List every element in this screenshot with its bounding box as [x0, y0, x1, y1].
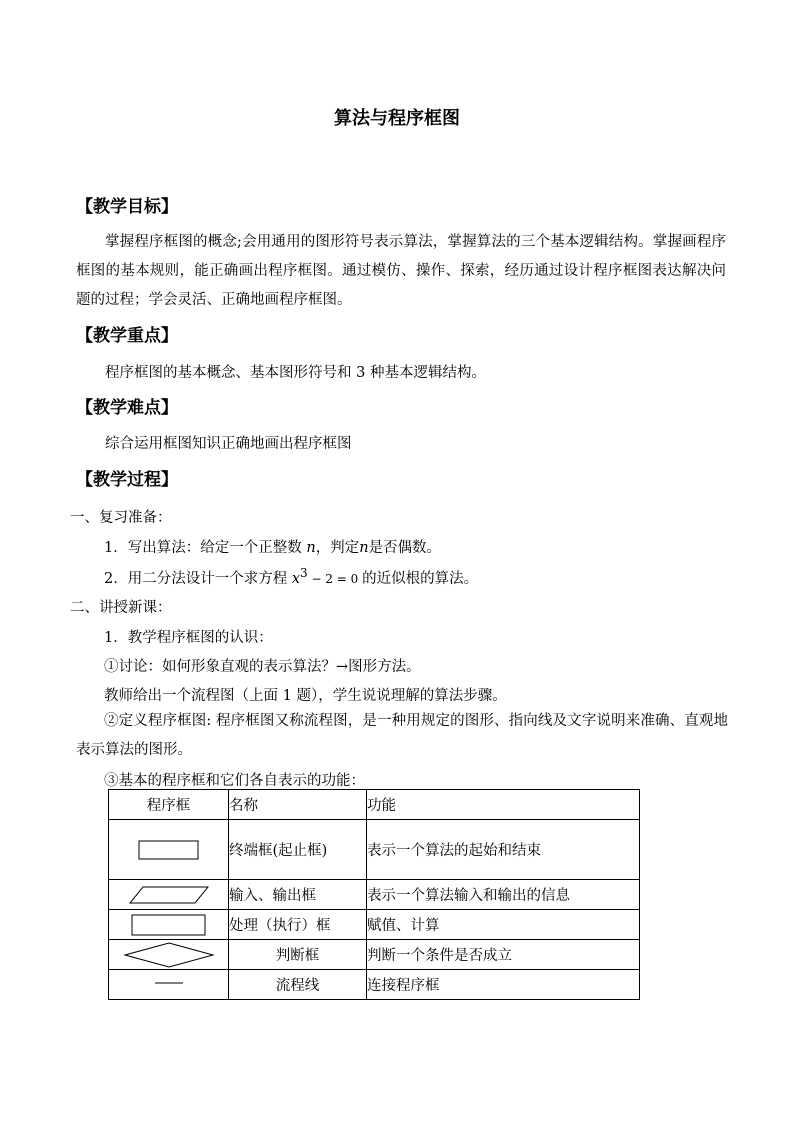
header-function: 功能	[367, 790, 640, 820]
symbol-cell	[109, 910, 229, 940]
review-item-1	[104, 536, 441, 557]
name-cell: 终端框(起止框)	[229, 820, 367, 880]
equation-exponent: 3	[300, 566, 308, 580]
table-row	[109, 940, 640, 970]
equation-rest: − 2 = 0	[307, 572, 363, 586]
diamond-icon	[124, 942, 214, 968]
section-new-lesson: 二、讲授新课：	[70, 600, 172, 616]
section-review: 一、复习准备：	[70, 510, 172, 526]
table-caption: ③基本的程序框和它们各自表示的功能：	[104, 773, 365, 789]
table-row	[109, 970, 640, 1000]
name-cell: 处理（执行）框	[229, 910, 367, 940]
symbol-cell	[109, 970, 229, 1000]
table-header-row	[109, 790, 640, 820]
key-points-paragraph: 程序框图的基本概念、基本图形符号和 3 种基本逻辑结构。	[105, 365, 486, 381]
table-row	[109, 820, 640, 880]
header-name: 名称	[229, 790, 367, 820]
symbol-cell	[109, 940, 229, 970]
discussion-line: ①讨论：如何形象直观的表示算法？→图形方法。	[104, 659, 421, 675]
item1-text-b: ，判定	[315, 540, 360, 556]
flowchart-symbols-table	[108, 789, 640, 1000]
name-cell: 流程线	[229, 970, 367, 1000]
function-cell: 表示一个算法输入和输出的信息	[367, 880, 640, 910]
table-row	[109, 880, 640, 910]
item1-text-c: 是否偶数。	[368, 540, 442, 556]
item1-var-n2: n	[359, 540, 369, 556]
function-cell: 连接程序框	[367, 970, 640, 1000]
page-title: 算法与程序框图	[334, 108, 460, 129]
symbol-cell	[109, 880, 229, 910]
lesson-item-1: 1．教学程序框图的认识：	[104, 630, 273, 646]
equation-var-x: x	[291, 571, 301, 587]
flow-line-icon	[154, 980, 184, 990]
review-item-2	[104, 566, 478, 588]
definition-paragraph: ②定义程序框图: 程序框图又称流程图，是一种用规定的图形、指向线及文字说明来准确、直观地表示算法的图形。	[76, 713, 728, 758]
item1-var-n: n	[306, 540, 316, 556]
process-rect-icon	[131, 913, 207, 937]
difficulties-paragraph: 综合运用框图知识正确地画出程序框图	[105, 436, 352, 452]
function-cell: 赋值、计算	[367, 910, 640, 940]
teacher-line: 教师给出一个流程图（上面 1 题），学生说说理解的算法步骤。	[104, 688, 507, 704]
parallelogram-icon	[129, 884, 209, 906]
heading-teaching-process: 【教学过程】	[76, 470, 178, 490]
item2-text-a: 2．用二分法设计一个求方程	[104, 571, 288, 587]
heading-key-points: 【教学重点】	[76, 326, 178, 346]
terminal-rect-icon	[138, 839, 200, 861]
function-cell: 表示一个算法的起始和结束	[367, 820, 640, 880]
name-cell: 输入、输出框	[229, 880, 367, 910]
header-symbol: 程序框	[109, 790, 229, 820]
name-cell: 判断框	[229, 940, 367, 970]
table-row	[109, 910, 640, 940]
heading-difficulties: 【教学难点】	[76, 398, 178, 418]
item1-text-a: 1．写出算法：给定一个正整数	[104, 540, 302, 556]
goal-paragraph: 掌握程序框图的概念;会用通用的图形符号表示算法，掌握算法的三个基本逻辑结构。掌握画程序框图的基本规则，能正确画出程序框图。通过模仿、操作、探索，经历通过设计程序框图表达解决问题的过程；学会灵活、正确地画程序框图。	[76, 234, 726, 308]
item2-text-b: 的近似根的算法。	[362, 571, 479, 587]
function-cell: 判断一个条件是否成立	[367, 940, 640, 970]
symbol-cell	[109, 820, 229, 880]
heading-teaching-goal: 【教学目标】	[76, 197, 178, 217]
